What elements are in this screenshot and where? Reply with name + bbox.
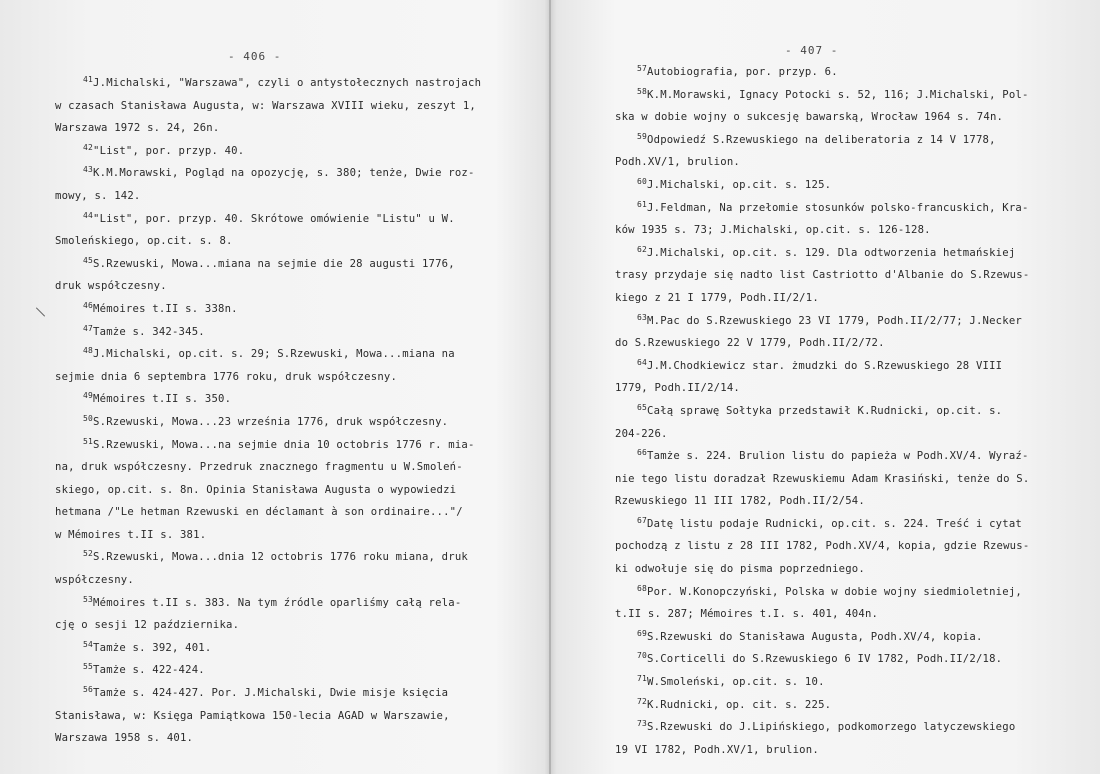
footnote-text: Całą sprawę Sołtyka przedstawił K.Rudnicki, op.cit. s.: [647, 404, 1003, 417]
footnote-text: t.II s. 287; Mémoires t.I. s. 401, 404n.: [615, 608, 879, 621]
footnote-text: S.Rzewuski do J.Lipińskiego, podkomorzego latyczewskiego: [647, 721, 1016, 734]
footnote-text: Tamże s. 424-427. Por. J.Michalski, Dwie misje księcia: [93, 687, 449, 700]
footnote-line: [637, 694, 1029, 717]
footnote-line: [83, 298, 481, 321]
footnote-text: Warszawa 1958 s. 401.: [55, 732, 194, 745]
footnote-number: 55: [83, 662, 94, 672]
footnote-text: Tamże s. 342-345.: [93, 325, 205, 338]
footnote-51: [55, 434, 481, 547]
footnote-number: 68: [637, 583, 648, 593]
footnote-66: [615, 445, 1029, 513]
footnote-number: 41: [83, 75, 94, 84]
footnote-line: [83, 72, 481, 95]
footnote-text: J.M.Chodkiewicz star. żmudzki do S.Rzewuskiego 28 VIII: [647, 359, 1003, 372]
footnote-text: K.M.Morawski, Pogląd na opozycję, s. 380; tenże, Dwie roz-: [93, 167, 475, 180]
footnote-line: [83, 253, 481, 276]
footnote-line: [55, 95, 481, 118]
footnote-text: S.Rzewuski, Mowa...23 września 1776, druk współczesny.: [93, 415, 449, 428]
footnote-line: [615, 106, 1029, 129]
footnote-text: Odpowiedź S.Rzewuskiego na deliberatoria z 14 V 1778,: [647, 133, 996, 146]
footnote-text: K.Rudnicki, op. cit. s. 225.: [647, 698, 832, 711]
footnote-69: [615, 626, 1029, 649]
footnote-line: [83, 411, 481, 434]
footnote-text: "List", por. przyp. 40.: [93, 144, 245, 157]
footnote-line: [637, 242, 1029, 265]
footnote-line: [55, 569, 481, 592]
footnote-line: [83, 208, 481, 231]
footnote-line: [55, 479, 481, 502]
footnote-42: [55, 140, 481, 163]
footnote-number: 43: [83, 165, 94, 175]
footnote-line: [637, 84, 1029, 107]
footnote-line: [615, 603, 1029, 626]
footnote-text: S.Rzewuski, Mowa...na sejmie dnia 10 octobris 1776 r. mia-: [93, 438, 475, 451]
footnote-text: do S.Rzewuskiego 22 V 1779, Podh.II/2/72.: [615, 337, 885, 350]
footnote-text: Warszawa 1972 s. 24, 26n.: [55, 122, 220, 135]
footnote-line: [83, 388, 481, 411]
footnote-line: [637, 197, 1029, 220]
footnote-number: 60: [637, 176, 648, 186]
footnote-text: S.Rzewuski, Mowa...dnia 12 octobris 1776 roku miana, druk: [93, 551, 468, 564]
footnote-number: 73: [637, 719, 648, 729]
footnote-line: [637, 513, 1029, 536]
footnote-number: 61: [637, 199, 648, 209]
footnote-58: [615, 84, 1029, 129]
footnote-text: trasy przydaje się nadto list Castriotto d'Albanie do S.Rzewus-: [615, 269, 1030, 282]
footnote-line: [615, 287, 1029, 310]
footnote-line: [637, 61, 1029, 84]
footnote-61: [615, 197, 1029, 242]
footnote-65: [615, 400, 1029, 445]
footnote-number: 64: [637, 357, 648, 367]
footnote-line: [83, 162, 481, 185]
footnote-line: [83, 682, 481, 705]
footnote-text: Smoleńskiego, op.cit. s. 8.: [55, 235, 233, 248]
footnote-line: [83, 434, 481, 457]
footnote-number: 59: [637, 131, 648, 141]
footnote-number: 66: [637, 448, 648, 458]
footnote-text: K.M.Morawski, Ignacy Potocki s. 52, 116; J.Michalski, Pol-: [647, 88, 1029, 101]
footnote-line: [55, 185, 481, 208]
footnote-line: [615, 219, 1029, 242]
footnote-text: W.Smoleński, op.cit. s. 10.: [647, 676, 825, 689]
footnote-72: [615, 694, 1029, 717]
footnote-line: [637, 129, 1029, 152]
footnote-text: 19 VI 1782, Podh.XV/1, brulion.: [615, 743, 819, 756]
footnote-line: [637, 174, 1029, 197]
footnote-text: druk współczesny.: [55, 280, 167, 293]
footnote-56: [55, 682, 481, 750]
footnote-number: 51: [83, 436, 94, 446]
footnote-line: [637, 355, 1029, 378]
footnote-number: 48: [83, 346, 94, 356]
footnote-text: ki odwołuje się do pisma poprzedniego.: [615, 563, 865, 576]
footnote-line: [637, 671, 1029, 694]
footnote-number: 63: [637, 312, 648, 322]
footnote-text: J.Michalski, "Warszawa", czyli o antystołecznych nastrojach: [93, 77, 482, 89]
footnote-line: [83, 592, 481, 615]
footnote-line: [637, 626, 1029, 649]
footnote-text: Autobiografia, por. przyp. 6.: [647, 66, 838, 78]
footnote-line: [83, 343, 481, 366]
footnote-text: Por. W.Konopczyński, Polska w dobie wojny siedmioletniej,: [647, 585, 1022, 598]
footnote-70: [615, 648, 1029, 671]
footnote-line: [637, 445, 1029, 468]
footnote-48: [55, 343, 481, 388]
footnote-62: [615, 242, 1029, 310]
footnote-line: [83, 637, 481, 660]
footnote-text: skiego, op.cit. s. 8n. Opinia Stanisława Augusta o wypowiedzi: [55, 483, 457, 496]
footnote-line: [83, 140, 481, 163]
footnote-line: [55, 117, 481, 140]
footnote-number: 54: [83, 639, 94, 649]
footnote-line: [83, 546, 481, 569]
footnote-text: w Mémoires t.II s. 381.: [55, 528, 207, 541]
footnote-text: J.Feldman, Na przełomie stosunków polsko-francuskich, Kra-: [647, 201, 1029, 214]
margin-pencil-mark: [36, 307, 45, 316]
footnote-52: [55, 546, 481, 591]
footnote-text: Tamże s. 224. Brulion listu do papieża w Podh.XV/4. Wyraź-: [647, 450, 1029, 463]
right-footnotes: [615, 61, 1029, 761]
footnote-text: pochodzą z listu z 28 III 1782, Podh.XV/4, kopia, gdzie Rzewus-: [615, 540, 1030, 553]
footnote-46: [55, 298, 481, 321]
footnote-49: [55, 388, 481, 411]
footnote-line: [83, 659, 481, 682]
footnote-text: kiego z 21 I 1779, Podh.II/2/1.: [615, 291, 819, 304]
footnote-number: 44: [83, 210, 94, 220]
footnote-text: Tamże s. 422-424.: [93, 664, 205, 677]
footnote-text: Stanisława, w: Księga Pamiątkowa 150-lecia AGAD w Warszawie,: [55, 709, 450, 722]
footnote-text: "List", por. przyp. 40. Skrótowe omówienie "Listu" u W.: [93, 212, 455, 225]
footnote-text: 204-226.: [615, 427, 668, 440]
footnote-57: [615, 61, 1029, 84]
footnote-text: sejmie dnia 6 septembra 1776 roku, druk współczesny.: [55, 370, 398, 383]
footnote-line: [615, 264, 1029, 287]
footnote-number: 71: [637, 674, 648, 684]
footnote-line: [637, 310, 1029, 333]
footnote-line: [55, 524, 481, 547]
footnote-number: 58: [637, 86, 648, 96]
footnote-59: [615, 129, 1029, 174]
footnote-line: [55, 456, 481, 479]
footnote-text: J.Michalski, op.cit. s. 125.: [647, 178, 832, 191]
footnote-55: [55, 659, 481, 682]
footnote-line: [615, 490, 1029, 513]
footnote-67: [615, 513, 1029, 581]
footnote-text: Datę listu podaje Rudnicki, op.cit. s. 224. Treść i cytat: [647, 517, 1022, 530]
footnote-line: [615, 739, 1029, 762]
footnote-line: [55, 727, 481, 750]
footnote-number: 65: [637, 402, 648, 412]
footnote-line: [637, 581, 1029, 604]
footnote-44: [55, 208, 481, 253]
footnote-line: [615, 558, 1029, 581]
footnote-line: [55, 366, 481, 389]
footnote-line: [615, 423, 1029, 446]
page-number-406: - 406 -: [228, 50, 282, 63]
footnote-line: [83, 321, 481, 344]
footnote-text: S.Rzewuski do Stanisława Augusta, Podh.XV/4, kopia.: [647, 630, 983, 643]
footnote-text: Mémoires t.II s. 338n.: [93, 302, 238, 315]
footnote-73: [615, 716, 1029, 761]
footnote-line: [615, 377, 1029, 400]
page-number-407: - 407 -: [785, 44, 839, 57]
footnote-line: [55, 275, 481, 298]
footnote-41: [55, 72, 481, 140]
footnote-text: M.Pac do S.Rzewuskiego 23 VI 1779, Podh.II/2/77; J.Necker: [647, 314, 1022, 327]
footnote-text: J.Michalski, op.cit. s. 129. Dla odtworzenia hetmańskiej: [647, 246, 1016, 259]
footnote-text: ska w dobie wojny o sukcesję bawarską, Wrocław 1964 s. 74n.: [615, 111, 1004, 124]
footnote-line: [637, 648, 1029, 671]
footnote-63: [615, 310, 1029, 355]
footnote-text: ków 1935 s. 73; J.Michalski, op.cit. s. 126-128.: [615, 224, 931, 237]
footnote-64: [615, 355, 1029, 400]
footnote-line: [55, 501, 481, 524]
footnote-line: [637, 716, 1029, 739]
footnote-line: [55, 614, 481, 637]
right-page: [550, 0, 1100, 774]
footnote-number: 42: [83, 142, 94, 152]
footnote-number: 56: [83, 685, 94, 695]
footnote-text: nie tego listu doradzał Rzewuskiemu Adam Krasiński, tenże do S.: [615, 472, 1030, 485]
footnote-text: hetmana /"Le hetman Rzewuski en déclamant à son ordinaire..."/: [55, 506, 463, 519]
footnote-line: [615, 468, 1029, 491]
footnote-number: 49: [83, 391, 94, 401]
footnote-line: [615, 151, 1029, 174]
footnote-71: [615, 671, 1029, 694]
footnote-text: Podh.XV/1, brulion.: [615, 156, 740, 169]
footnote-47: [55, 321, 481, 344]
footnote-text: mowy, s. 142.: [55, 189, 141, 202]
footnote-line: [615, 332, 1029, 355]
footnote-text: S.Rzewuski, Mowa...miana na sejmie die 28 augusti 1776,: [93, 257, 455, 270]
footnote-number: 50: [83, 413, 94, 423]
footnote-number: 46: [83, 300, 94, 310]
footnote-text: współczesny.: [55, 574, 134, 587]
footnote-number: 72: [637, 696, 648, 706]
footnote-number: 69: [637, 628, 648, 638]
footnote-number: 45: [83, 255, 94, 265]
footnote-text: Mémoires t.II s. 383. Na tym źródle oparliśmy całą rela-: [93, 596, 462, 609]
footnote-number: 57: [637, 64, 648, 73]
footnote-68: [615, 581, 1029, 626]
footnote-text: cję o sesji 12 października.: [55, 619, 240, 632]
footnote-line: [637, 400, 1029, 423]
footnote-text: na, druk współczesny. Przedruk znacznego fragmentu u W.Smoleń-: [55, 461, 463, 474]
footnote-number: 52: [83, 549, 94, 559]
footnote-text: Tamże s. 392, 401.: [93, 641, 212, 654]
footnote-number: 53: [83, 594, 94, 604]
footnote-text: Mémoires t.II s. 350.: [93, 393, 232, 406]
footnote-50: [55, 411, 481, 434]
footnote-45: [55, 253, 481, 298]
footnote-text: w czasach Stanisława Augusta, w: Warszawa XVIII wieku, zeszyt 1,: [55, 99, 476, 112]
left-footnotes: [55, 72, 481, 750]
footnote-line: [55, 230, 481, 253]
footnote-number: 67: [637, 515, 648, 525]
footnote-60: [615, 174, 1029, 197]
footnote-number: 62: [637, 244, 648, 254]
footnote-54: [55, 637, 481, 660]
footnote-number: 47: [83, 323, 94, 333]
footnote-line: [615, 535, 1029, 558]
footnote-43: [55, 162, 481, 207]
footnote-53: [55, 592, 481, 637]
footnote-text: J.Michalski, op.cit. s. 29; S.Rzewuski, Mowa...miana na: [93, 348, 455, 361]
footnote-number: 70: [637, 651, 648, 661]
footnote-text: Rzewuskiego 11 III 1782, Podh.II/2/54.: [615, 495, 865, 508]
footnote-text: S.Corticelli do S.Rzewuskiego 6 IV 1782, Podh.II/2/18.: [647, 653, 1003, 666]
footnote-line: [55, 705, 481, 728]
footnote-text: 1779, Podh.II/2/14.: [615, 382, 740, 395]
